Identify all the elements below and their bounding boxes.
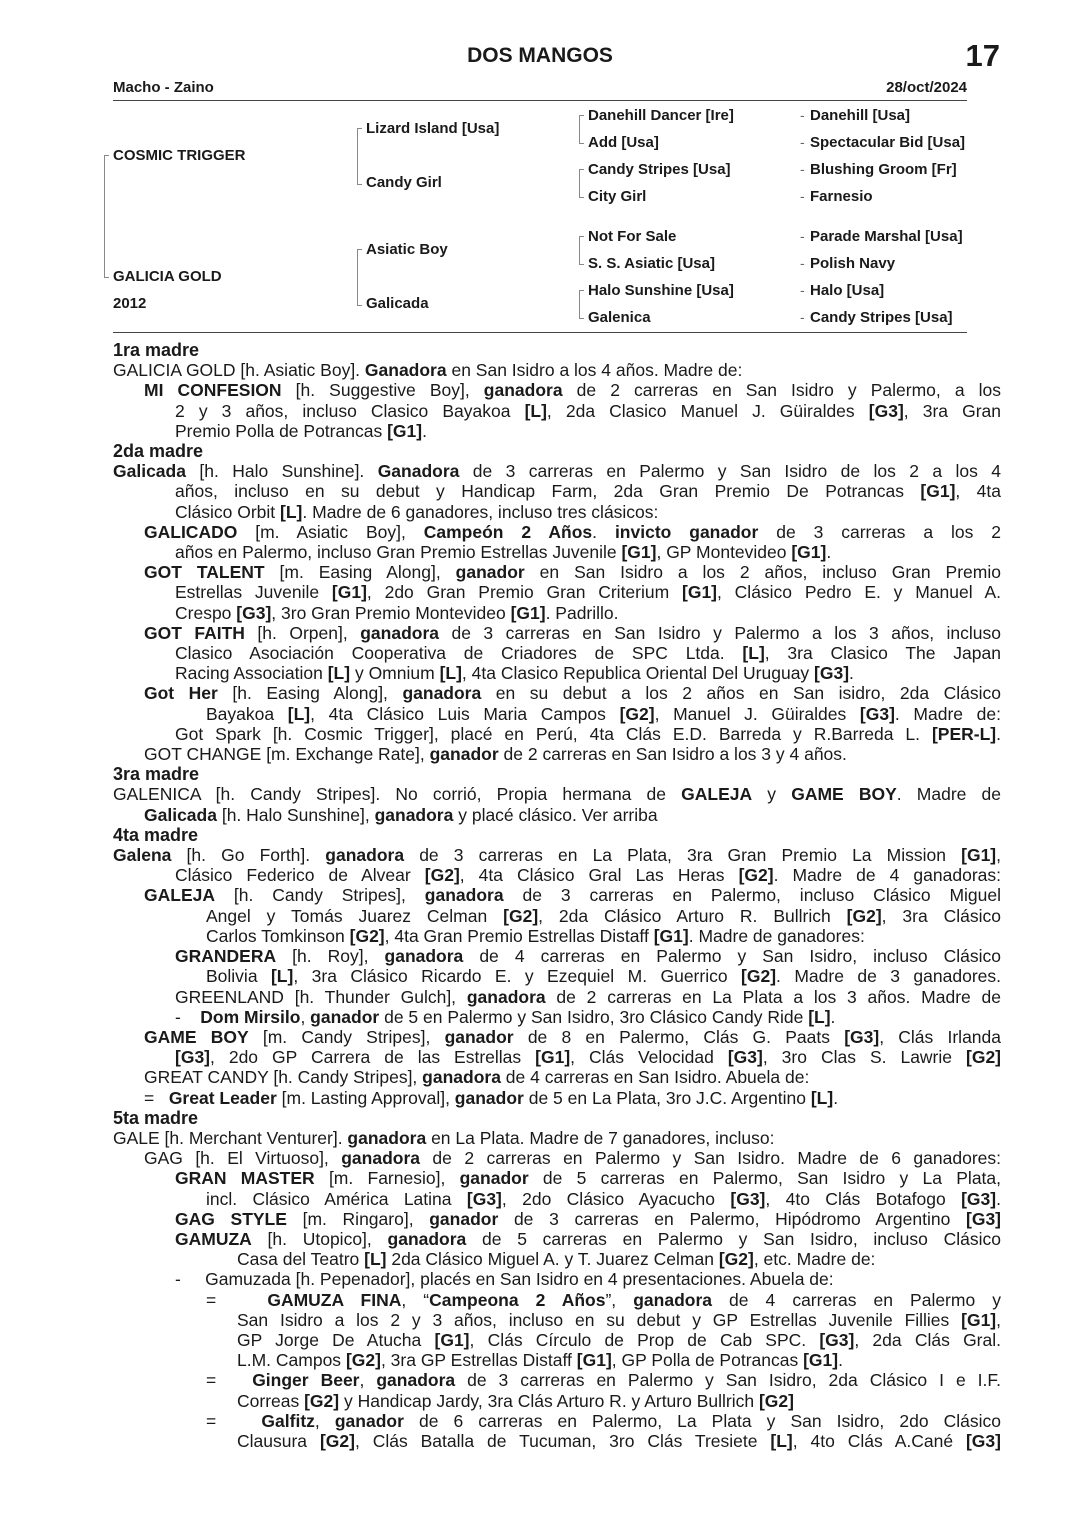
record-line: Bolivia [L], 3ra Clásico Ricardo E. y Ezequiel M. Guerrico [G2]. Madre de 3 ganadores. (206, 966, 1001, 987)
record-line: Got Spark [h. Cosmic Trigger], placé en Perú, 4ta Clás E.D. Barreda y R.Barreda L. [PER-L]. (175, 723, 1001, 744)
pedigree-gen4-item: Blushing Groom [Fr] (810, 161, 957, 178)
pedigree-gen4-item: Spectacular Bid [Usa] (810, 134, 966, 151)
pedigree-gen2-item: Asiatic Boy (366, 241, 448, 258)
sex-color: Macho - Zaino (113, 79, 214, 96)
record-line: Clausura [G2], Clás Batalla de Tucuman, 3ro Clás Tresiete [L], 4to Clás A.Cané [G3] (237, 1430, 1001, 1451)
section-heading: 4ta madre (113, 824, 199, 845)
pedigree-gen2-item: Lizard Island [Usa] (366, 120, 500, 137)
pedigree-gen3-item: S. S. Asiatic [Usa] (588, 255, 715, 272)
family-record (113, 340, 1001, 1451)
pedigree-gen4-item: Candy Stripes [Usa] (810, 309, 953, 326)
pedigree-gen3-item: City Girl (588, 188, 647, 205)
record-line: Premio Polla de Potrancas [G1]. (175, 420, 427, 441)
horse-name: DOS MANGOS (467, 44, 613, 67)
section-heading: 3ra madre (113, 764, 200, 785)
record-line: Got Her [h. Easing Along], ganadora en su debut a los 2 años en San isidro, 2da Clásico (144, 683, 1001, 704)
record-line: GALICIA GOLD [h. Asiatic Boy]. Ganadora en San Isidro a los 4 años. Madre de: (113, 360, 743, 381)
record-line: GAME BOY [m. Candy Stripes], ganador de 8 en Palermo, Clás G. Paats [G3], Clás Irlanda (144, 1026, 1001, 1047)
record-line: San Isidro a los 2 y 3 años, incluso en su debut y GP Estrellas Juvenile Fillies [G1], (237, 1309, 1001, 1330)
record-line: incl. Clásico América Latina [G3], 2do Clásico Ayacucho [G3], 4to Clás Botafogo [G3]. (206, 1188, 1001, 1209)
record-line: Casa del Teatro [L] 2da Clásico Miguel A. y T. Juarez Celman [G2], etc. Madre de: (237, 1249, 876, 1270)
pedigree-gen4-item: Parade Marshal [Usa] (810, 228, 963, 245)
pedigree-gen4-item: Farnesio (810, 188, 873, 205)
record-line: Clásico Federico de Alvear [G2], 4ta Clásico Gral Las Heras [G2]. Madre de 4 ganadoras: (175, 865, 1001, 886)
record-line: Angel y Tomás Juarez Celman [G2], 2da Clásico Arturo R. Bullrich [G2], 3ra Clásico (206, 905, 1002, 926)
header-rule (113, 100, 967, 101)
section-heading: 5ta madre (113, 1107, 199, 1128)
record-line: = Galfitz, ganador de 6 carreras en Palermo, La Plata y San Isidro, 2do Clásico (206, 1410, 1002, 1431)
record-line: Galicada [h. Halo Sunshine]. Ganadora de 3 carreras en Palermo y San Isidro de los 2 a los 4 (113, 461, 1001, 482)
record-line: Racing Association [L] y Omnium [L], 4ta Clasico Republica Oriental Del Uruguay [G3]. (175, 663, 854, 684)
record-line: GAG STYLE [m. Ringaro], ganador de 3 carreras en Palermo, Hipódromo Argentino [G3] (175, 1208, 1001, 1229)
pedigree-gen2-item: Candy Girl (366, 174, 442, 191)
lot-number: 17 (965, 38, 1000, 73)
record-line: GALEJA [h. Candy Stripes], ganadora de 3 carreras en Palermo, incluso Clásico Miguel (144, 885, 1001, 906)
record-line: [G3], 2do GP Carrera de las Estrellas [G1], Clás Velocidad [G3], 3ro Clas S. Lawrie [G2] (175, 1047, 1001, 1068)
record-line: Galicada [h. Halo Sunshine], ganadora y placé clásico. Ver arriba (144, 804, 658, 825)
record-line: GALE [h. Merchant Venturer]. ganadora en La Plata. Madre de 7 ganadores, incluso: (113, 1127, 775, 1148)
pedigree-gen3-item: Danehill Dancer [Ire] (588, 107, 734, 124)
dam-year: 2012 (113, 295, 147, 312)
pedigree-rule (113, 332, 967, 333)
dam-name: GALICIA GOLD (113, 268, 222, 285)
catalog-date: 28/oct/2024 (886, 79, 967, 96)
record-line: GOT CHANGE [m. Exchange Rate], ganador de 2 carreras en San Isidro a los 3 y 4 años. (144, 744, 847, 765)
record-line: años en Palermo, incluso Gran Premio Estrellas Juvenile [G1], GP Montevideo [G1]. (175, 542, 832, 563)
record-line: MI CONFESION [h. Suggestive Boy], ganadora de 2 carreras en San Isidro y Palermo, a los (144, 380, 1001, 401)
record-line: Carlos Tomkinson [G2], 4ta Gran Premio Estrellas Distaff [G1]. Madre de ganadores: (206, 925, 865, 946)
record-line: Clásico Orbit [L]. Madre de 6 ganadores, incluso tres clásicos: (175, 501, 659, 522)
record-line: = Ginger Beer, ganadora de 3 carreras en Palermo y San Isidro, 2da Clásico I e I.F. (206, 1370, 1001, 1391)
section-heading: 1ra madre (113, 340, 200, 360)
pedigree-gen3-item: Not For Sale (588, 228, 677, 245)
pedigree-gen4-item: Halo [Usa] (810, 282, 885, 299)
record-line: = GAMUZA FINA, “Campeona 2 Años”, ganadora de 4 carreras en Palermo y (206, 1289, 1001, 1310)
pedigree-gen3-item: Galenica (588, 309, 651, 326)
record-line: 2 y 3 años, incluso Clasico Bayakoa [L], 2da Clasico Manuel J. Güiraldes [G3], 3ra Gran (175, 400, 1001, 421)
record-line: Correas [G2] y Handicap Jardy, 3ra Clás Arturo R. y Arturo Bullrich [G2] (237, 1390, 794, 1411)
record-line: Galena [h. Go Forth]. ganadora de 3 carreras en La Plata, 3ra Gran Premio La Mission [G1], (113, 845, 1001, 866)
record-line: - Gamuzada [h. Pepenador], placés en San Isidro en 4 presentaciones. Abuela de: (175, 1269, 834, 1290)
record-line: Clasico Asociación Cooperativa de Criadores de SPC Ltda. [L], 3ra Clasico The Japan (175, 643, 1001, 664)
record-line: GOT TALENT [m. Easing Along], ganador en San Isidro a los 2 años, incluso Gran Premio (144, 562, 1001, 583)
record-line: GALICADO [m. Asiatic Boy], Campeón 2 Años. invicto ganador de 3 carreras a los 2 (144, 521, 1001, 542)
record-line: - Dom Mirsilo, ganador de 5 en Palermo y San Isidro, 3ro Clásico Candy Ride [L]. (175, 1006, 836, 1027)
pedigree-gen3-item: Add [Usa] (588, 134, 659, 151)
record-line: GAMUZA [h. Utopico], ganadora de 5 carreras en Palermo y San Isidro, incluso Clásico (175, 1228, 1001, 1249)
sire-name: COSMIC TRIGGER (113, 147, 246, 164)
pedigree-gen3-item: Halo Sunshine [Usa] (588, 282, 734, 299)
pedigree-gen3-item: Candy Stripes [Usa] (588, 161, 731, 178)
record-line: Crespo [G3], 3ro Gran Premio Montevideo [G1]. Padrillo. (175, 602, 619, 623)
record-line: GREAT CANDY [h. Candy Stripes], ganadora de 4 carreras en San Isidro. Abuela de: (144, 1067, 810, 1088)
pedigree-gen4-item: Danehill [Usa] (810, 107, 911, 124)
record-line: Bayakoa [L], 4ta Clásico Luis Maria Campos [G2], Manuel J. Güiraldes [G3]. Madre de: (206, 703, 1001, 724)
record-line: GAG [h. El Virtuoso], ganadora de 2 carreras en Palermo y San Isidro. Madre de 6 ganadores: (144, 1148, 1002, 1169)
record-line: GALENICA [h. Candy Stripes]. No corrió, Propia hermana de GALEJA y GAME BOY. Madre de (113, 784, 1001, 805)
record-line: GRAN MASTER [m. Farnesio], ganador de 5 carreras en Palermo, San Isidro y La Plata, (175, 1168, 1002, 1189)
record-line: GOT FAITH [h. Orpen], ganadora de 3 carreras en San Isidro y Palermo a los 3 años, incluso (144, 622, 1002, 643)
record-line: GREENLAND [h. Thunder Gulch], ganadora de 2 carreras en La Plata a los 3 años. Madre de (175, 986, 1002, 1007)
pedigree-gen4-item: Polish Navy (810, 255, 896, 272)
record-line: GRANDERA [h. Roy], ganadora de 4 carreras en Palermo y San Isidro, incluso Clásico (175, 946, 1001, 967)
record-line: Estrellas Juvenile [G1], 2do Gran Premio Gran Criterium [G1], Clásico Pedro E. y Manuel A. (175, 582, 1001, 603)
record-line: L.M. Campos [G2], 3ra GP Estrellas Distaff [G1], GP Polla de Potrancas [G1]. (237, 1350, 843, 1371)
record-line: GP Jorge De Atucha [G1], Clás Círculo de Prop de Cab SPC. [G3], 2da Clás Gral. (237, 1329, 1001, 1350)
record-line: = Great Leader [m. Lasting Approval], ganador de 5 en La Plata, 3ro J.C. Argentino [L]. (144, 1087, 839, 1108)
record-line: años, incluso en su debut y Handicap Farm, 2da Gran Premio De Potrancas [G1], 4ta (175, 481, 1001, 502)
pedigree-gen2-item: Galicada (366, 295, 429, 312)
section-heading: 2da madre (113, 441, 204, 462)
